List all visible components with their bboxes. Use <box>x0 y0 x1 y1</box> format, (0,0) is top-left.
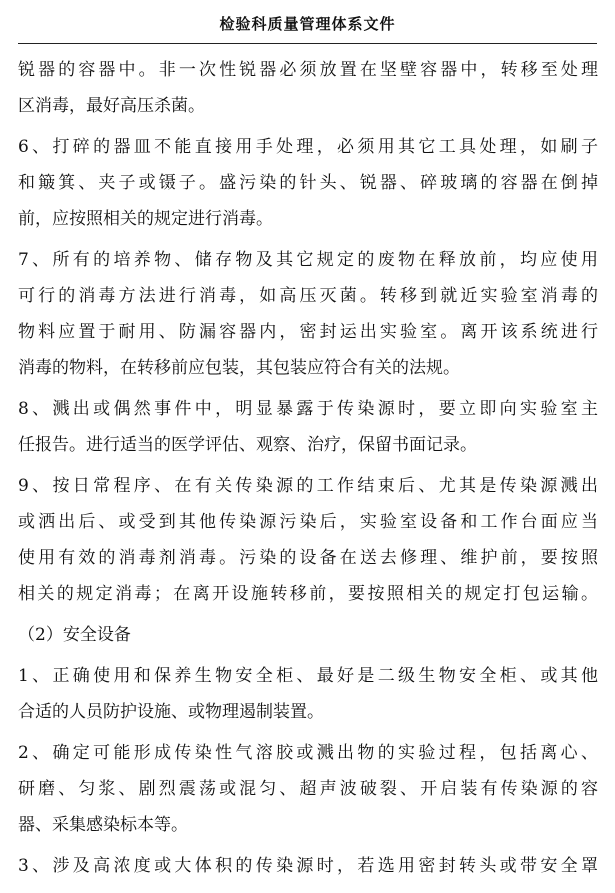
body-line: 前，应按照相关的规定进行消毒。 <box>18 209 273 229</box>
body-line: 2、确定可能形成传染性气溶胶或溅出物的实验过程，包括离心、 <box>18 743 598 763</box>
body-line: 1、正确使用和保养生物安全柜、最好是二级生物安全柜、或其他 <box>18 666 598 686</box>
body-line: 锐器的容器中。非一次性锐器必须放置在坚壁容器中，转移至处理 <box>18 60 598 80</box>
body-line: 合适的人员防护设施、或物理遏制装置。 <box>18 702 324 722</box>
page-header <box>0 0 615 44</box>
document-body <box>18 52 598 884</box>
body-line: 或洒出后、或受到其他传染源污染后，实验室设备和工作台面应当 <box>18 512 598 532</box>
body-line: 研磨、匀浆、剧烈震荡或混匀、超声波破裂、开启装有传染源的容 <box>18 779 598 799</box>
body-line: 相关的规定消毒；在离开设施转移前，要按照相关的规定打包运输。 <box>18 584 598 604</box>
body-line: 和簸箕、夹子或镊子。盛污染的针头、锐器、碎玻璃的容器在倒掉 <box>18 173 598 193</box>
body-line: 8、溅出或偶然事件中，明显暴露于传染源时，要立即向实验室主 <box>18 399 598 419</box>
body-line: 6、打碎的器皿不能直接用手处理，必须用其它工具处理，如刷子 <box>18 137 598 157</box>
body-line: 可行的消毒方法进行消毒，如高压灭菌。转移到就近实验室消毒的 <box>18 286 598 306</box>
section-heading: （2）安全设备 <box>18 625 131 645</box>
body-line: 9、按日常程序、在有关传染源的工作结束后、尤其是传染源溅出 <box>18 476 598 496</box>
body-line: 消毒的物料，在转移前应包装，其包装应符合有关的法规。 <box>18 358 460 378</box>
body-line: 区消毒，最好高压杀菌。 <box>18 96 205 116</box>
body-line: 3、涉及高浓度或大体积的传染源时，若选用密封转头或带安全罩 <box>18 856 598 876</box>
document-title: 检验科质量管理体系文件 <box>219 15 396 33</box>
body-line: 器、采集感染标本等。 <box>18 815 188 835</box>
header-divider <box>18 43 597 44</box>
body-line: 7、所有的培养物、储存物及其它规定的废物在释放前，均应使用 <box>18 250 598 270</box>
body-line: 任报告。进行适当的医学评估、观察、治疗，保留书面记录。 <box>18 435 477 455</box>
body-line: 使用有效的消毒剂消毒。污染的设备在送去修理、维护前，要按照 <box>18 548 598 568</box>
body-line: 物料应置于耐用、防漏容器内，密封运出实验室。离开该系统进行 <box>18 322 598 342</box>
